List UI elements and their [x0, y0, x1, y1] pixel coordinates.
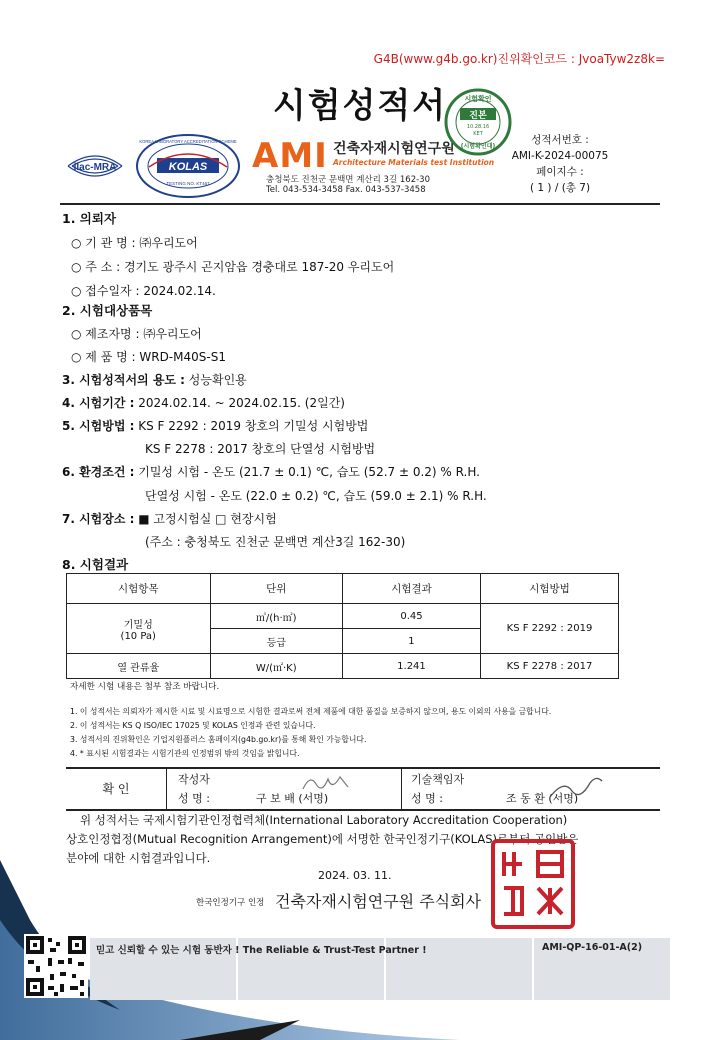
footer-form-number: AMI-QP-16-01-A(2): [542, 942, 643, 953]
grade-unit: 등급: [210, 629, 342, 654]
section-5: [62, 417, 368, 434]
tech-manager-role: 기술책임자: [411, 773, 465, 786]
svg-text:시험확인: 시험확인: [464, 95, 492, 103]
thermal-method: KS F 2278 : 2017: [480, 654, 618, 679]
product-name: ○ 제 품 명 : WRD-M40S-S1: [71, 350, 226, 364]
results-table: [66, 573, 619, 679]
report-number: AMI-K-2024-00075: [511, 150, 609, 162]
section-7: [62, 510, 277, 527]
footer-slogan: 믿고 신뢰할 수 있는 시험 동반자 ! The Reliable & Trust-Test Partner !: [96, 945, 427, 956]
closing-line-2: 상호인정협정(Mutual Recognition Arrangement)에 서명한 한국인정기구(KOLAS)로부터 공인받은: [66, 832, 579, 846]
writer-name: 구 보 배 (서명): [256, 792, 329, 805]
section-2-heading: 2. 시험대상품목: [62, 303, 153, 318]
ilac-text: ilac-MRA: [73, 162, 117, 173]
company-name: 건축자재시험연구원 주식회사: [275, 892, 482, 911]
section-3: [62, 371, 247, 388]
header-unit: 단위: [210, 574, 342, 604]
test-location-address: (주소 : 충청북도 진천군 문백면 계산3길 162-30): [145, 535, 406, 549]
confirm-divider-2: [401, 769, 402, 809]
svg-text:10.28.16: 10.28.16: [466, 124, 490, 130]
institute-address: 충청북도 진천군 문백면 계산리 3길 162-30: [266, 175, 430, 185]
kolas-ring-text: KOREA LABORATORY ACCREDITATION SCHEME: [139, 139, 237, 144]
table-row: [67, 654, 619, 679]
report-number-block: [505, 132, 615, 196]
section-8-heading: 8. 시험결과: [62, 557, 129, 572]
thermal-result: 1.241: [342, 654, 480, 679]
svg-text:진본: 진본: [469, 111, 487, 121]
kolas-text: KOLAS: [168, 161, 208, 173]
institute-name-en: Architecture Materials test Institution: [333, 158, 495, 167]
section-6-label: 6. 환경조건 :: [62, 465, 135, 479]
test-location: ■ 고정시험실 □ 현장시험: [134, 512, 277, 526]
manufacturer: ○ 제조자명 : ㈜우리도어: [71, 327, 202, 341]
receipt-date: ○ 접수일자 : 2024.02.14.: [71, 284, 216, 298]
note-1: 1. 이 성적서는 의뢰자가 제시한 시료 및 시료명으로 시험한 결과로써 전체 제품에 대한 품질을 보증하지 않으며, 용도 이외의 사용을 금합니다.: [70, 707, 552, 716]
header-divider: [60, 203, 660, 205]
test-method-1: KS F 2292 : 2019 창호의 기밀성 시험방법: [134, 419, 369, 433]
section-1-heading: 1. 의뢰자: [62, 211, 117, 226]
ilac-mra-logo: [64, 148, 126, 184]
note-2: 2. 이 성적서는 KS Q ISO/IEC 17025 및 KOLAS 인정과 관련 있습니다.: [70, 721, 316, 730]
company-seal: [490, 838, 576, 930]
section-7-label: 7. 시험장소 :: [62, 512, 135, 526]
client-org: ○ 기 관 명 : ㈜우리도어: [71, 236, 198, 250]
table-header-row: [67, 574, 619, 604]
note-4: 4. * 표시된 시험결과는 시험기관의 인정범위 밖의 것임을 밝힙니다.: [70, 749, 300, 758]
section-4: [62, 394, 345, 411]
confirm-label: 확 인: [102, 782, 130, 796]
verification-code: G4B(www.g4b.go.kr)진위확인코드 : JvoaTyw2z8k=: [373, 52, 665, 66]
tech-name-label: 성 명 :: [411, 792, 443, 805]
airtightness-method: KS F 2292 : 2019: [480, 604, 618, 654]
ami-logo: AMI: [252, 136, 328, 176]
client-address: ○ 주 소 : 경기도 광주시 곤지암읍 경충대로 187-20 우리도어: [71, 260, 395, 274]
writer-role: 작성자: [178, 773, 210, 786]
institute-name: 건축자재시험연구원: [333, 141, 455, 157]
svg-text:(시험확인대): (시험확인대): [460, 143, 496, 150]
institute-tel: Tel. 043-534-3458 Fax. 043-537-3458: [266, 185, 426, 195]
section-3-value: 성능확인용: [184, 373, 247, 387]
thermal-item: 열 관류율: [67, 654, 211, 679]
tech-signature: [546, 773, 606, 805]
tech-manager-name: 조 동 환 (서명): [506, 792, 579, 805]
section-3-label: 3. 시험성적서의 용도 :: [62, 373, 185, 387]
closing-line-3: 분야에 대한 시험결과입니다.: [66, 851, 211, 865]
header-method: 시험방법: [480, 574, 618, 604]
airtightness-label: 기밀성: [123, 619, 153, 631]
grade-result: 1: [342, 629, 480, 654]
footer-strip: [90, 938, 670, 1000]
report-number-label: 성적서번호 :: [531, 134, 589, 146]
page-count: ( 1 ) / (총 7): [529, 182, 591, 194]
table-row: [67, 604, 619, 629]
env-condition-1: 기밀성 시험 - 온도 (21.7 ± 0.1) ℃, 습도 (52.7 ± 0.2) % R.H.: [134, 465, 480, 479]
note-3: 3. 성적서의 진위확인은 기업지원플러스 홈페이지(g4b.go.kr)를 통해 확인 가능합니다.: [70, 735, 367, 744]
confirm-divider: [166, 769, 167, 809]
authenticity-stamp: [444, 88, 512, 156]
env-condition-2: 단열성 시험 - 온도 (22.0 ± 0.2) ℃, 습도 (59.0 ± 2.1) % R.H.: [145, 489, 487, 503]
issue-date: 2024. 03. 11.: [318, 869, 392, 882]
airtightness-item: [67, 604, 211, 654]
test-period: 2024.02.14. ~ 2024.02.15. (2일간): [134, 396, 345, 410]
airtightness-pressure: (10 Pa): [120, 630, 156, 642]
header-item: 시험항목: [67, 574, 211, 604]
kolas-logo: [135, 133, 241, 199]
attachment-note: 자세한 시험 내용은 첨부 참조 바랍니다.: [70, 682, 220, 692]
accreditation-note: 한국인정기구 인정: [196, 898, 265, 908]
airtightness-unit: ㎥/(h·㎡): [210, 604, 342, 629]
confirmation-box: [66, 767, 660, 811]
kolas-number: TESTING NO. KT467: [166, 181, 210, 186]
test-method-2: KS F 2278 : 2017 창호의 단열성 시험방법: [145, 442, 376, 456]
writer-name-label: 성 명 :: [178, 792, 210, 805]
airtightness-result: 0.45: [342, 604, 480, 629]
page-count-label: 페이지수 :: [536, 166, 584, 178]
header-result: 시험결과: [342, 574, 480, 604]
section-6: [62, 463, 480, 480]
qr-code-icon: [24, 934, 88, 998]
document-title: 시험성적서: [272, 86, 448, 126]
section-4-label: 4. 시험기간 :: [62, 396, 135, 410]
section-5-label: 5. 시험방법 :: [62, 419, 135, 433]
writer-signature: [298, 769, 358, 799]
svg-text:KET: KET: [473, 131, 483, 137]
thermal-unit: W/(㎡·K): [210, 654, 342, 679]
closing-line-1: 위 성적서는 국제시험기관인정협력체(International Laboratory Accreditation Cooperation): [80, 813, 568, 827]
